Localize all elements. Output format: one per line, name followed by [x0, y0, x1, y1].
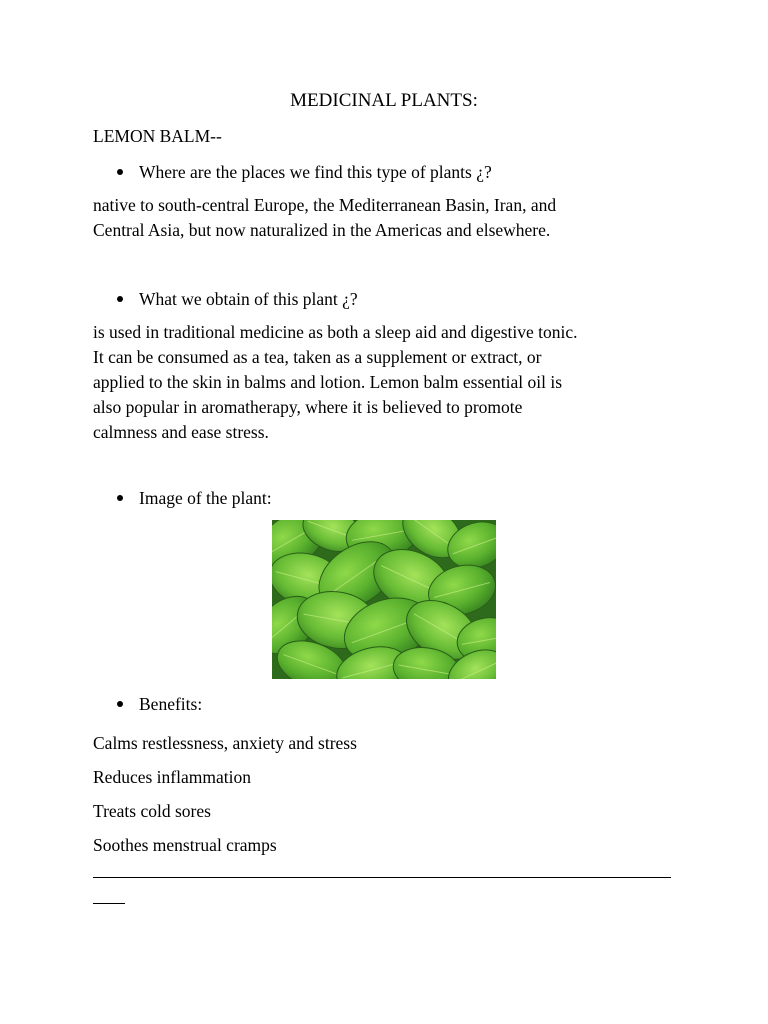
- benefit-item: Soothes menstrual cramps: [93, 835, 277, 855]
- obtain-answer-line: also popular in aromatherapy, where it is believed to promote: [93, 397, 523, 417]
- question-image-text: Image of the plant:: [139, 488, 272, 508]
- obtain-answer-line: calmness and ease stress.: [93, 422, 269, 442]
- leaf-icon: [272, 520, 496, 679]
- benefit-item: Calms restlessness, anxiety and stress: [93, 733, 357, 753]
- lemon-balm-image: [272, 520, 496, 679]
- horizontal-rule: [93, 877, 671, 878]
- benefit-item: Reduces inflammation: [93, 767, 251, 787]
- location-answer: [93, 193, 683, 243]
- obtain-answer-line: applied to the skin in balms and lotion. Lemon balm essential oil is: [93, 372, 563, 392]
- benefit-item: Treats cold sores: [93, 801, 211, 821]
- location-answer-line: Central Asia, but now naturalized in the Americas and elsewhere.: [93, 220, 551, 240]
- bullet-icon: [117, 495, 123, 501]
- question-benefits-text: Benefits:: [139, 694, 203, 714]
- question-obtain-text: What we obtain of this plant ¿?: [139, 289, 358, 309]
- obtain-answer-line: is used in traditional medicine as both a sleep aid and digestive tonic.: [93, 322, 578, 342]
- obtain-answer-line: It can be consumed as a tea, taken as a supplement or extract, or: [93, 347, 542, 367]
- obtain-answer: [93, 320, 683, 445]
- bullet-icon: [117, 169, 123, 175]
- bullet-icon: [117, 701, 123, 707]
- bullet-icon: [117, 296, 123, 302]
- location-answer-line: native to south-central Europe, the Mediterranean Basin, Iran, and: [93, 195, 557, 215]
- plant-name-heading: LEMON BALM--: [93, 126, 222, 146]
- page-title: MEDICINAL PLANTS:: [290, 90, 478, 111]
- question-location-text: Where are the places we find this type of plants ¿?: [139, 162, 492, 182]
- benefits-list: [93, 726, 683, 862]
- horizontal-rule-continuation: [93, 903, 125, 904]
